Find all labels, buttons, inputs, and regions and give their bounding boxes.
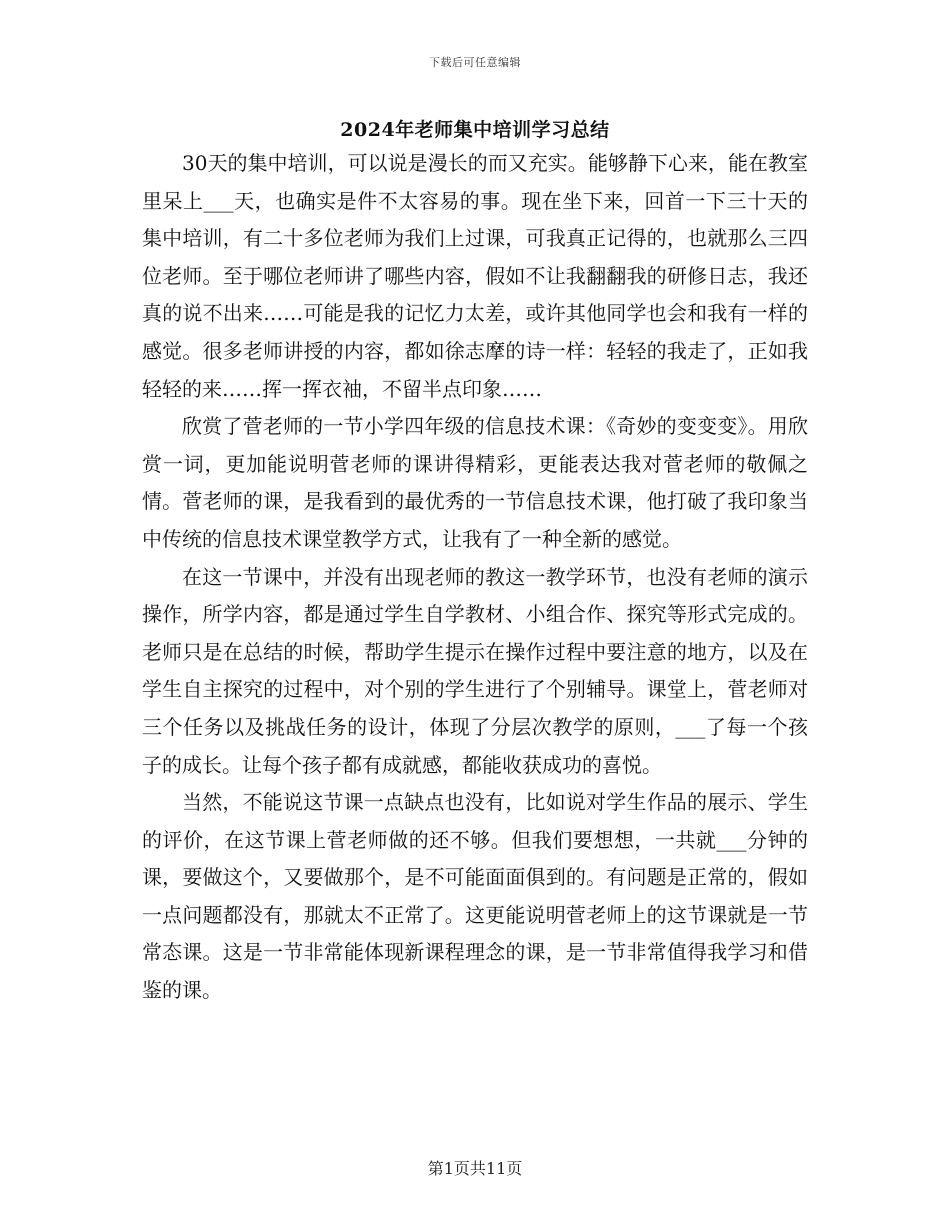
document-body bbox=[142, 145, 808, 1010]
page-footer: 第1页共11页 bbox=[427, 1159, 523, 1178]
paragraph-2: 欣赏了菅老师的一节小学四年级的信息技术课：《奇妙的变变变》。用欣赏一词，更加能说明菅老师的课讲得精彩，更能表达我对菅老师的敬佩之情。菅老师的课，是我看到的最优秀的一节信息技术课，他打破了我印象当中传统的信息技术课堂教学方式，让我有了一种全新的感觉。 bbox=[142, 414, 808, 551]
paragraph-1: 30天的集中培训，可以说是漫长的而又充实。能够静下心来，能在教室里呆上___天，也确实是件不太容易的事。现在坐下来，回首一下三十天的集中培训，有二十多位老师为我们上过课，可我真正记得的，也就那么三四位老师。至于哪位老师讲了哪些内容，假如不让我翻翻我的研修日志，我还真的说不出来……可能是我的记忆力太差，或许其他同学也会和我有一样的感觉。很多老师讲授的内容，都如徐志摩的诗一样：轻轻的我走了，正如我轻轻的来……挥一挥衣袖，不留半点印象…… bbox=[142, 151, 808, 401]
header-note: 下载后可任意编辑 bbox=[429, 56, 521, 69]
paragraph-3: 在这一节课中，并没有出现老师的教这一教学环节，也没有老师的演示操作，所学内容，都是通过学生自学教材、小组合作、探究等形式完成的。老师只是在总结的时候，帮助学生提示在操作过程中要注意的地方，以及在学生自主探究的过程中，对个别的学生进行了个别辅导。课堂上，菅老师对三个任务以及挑战任务的设计，体现了分层次教学的原则，___了每一个孩子的成长。让每个孩子都有成就感，都能收获成功的喜悦。 bbox=[142, 564, 808, 777]
document-title: 2024年老师集中培训学习总结 bbox=[340, 119, 610, 141]
paragraph-4: 当然，不能说这节课一点缺点也没有，比如说对学生作品的展示、学生的评价，在这节课上菅老师做的还不够。但我们要想想，一共就___分钟的课，要做这个，又要做那个，是不可能面面俱到的。有问题是正常的，假如一点问题都没有，那就太不正常了。这更能说明菅老师上的这节课就是一节常态课。这是一节非常能体现新课程理念的课，是一节非常值得我学习和借鉴的课。 bbox=[142, 790, 808, 1003]
